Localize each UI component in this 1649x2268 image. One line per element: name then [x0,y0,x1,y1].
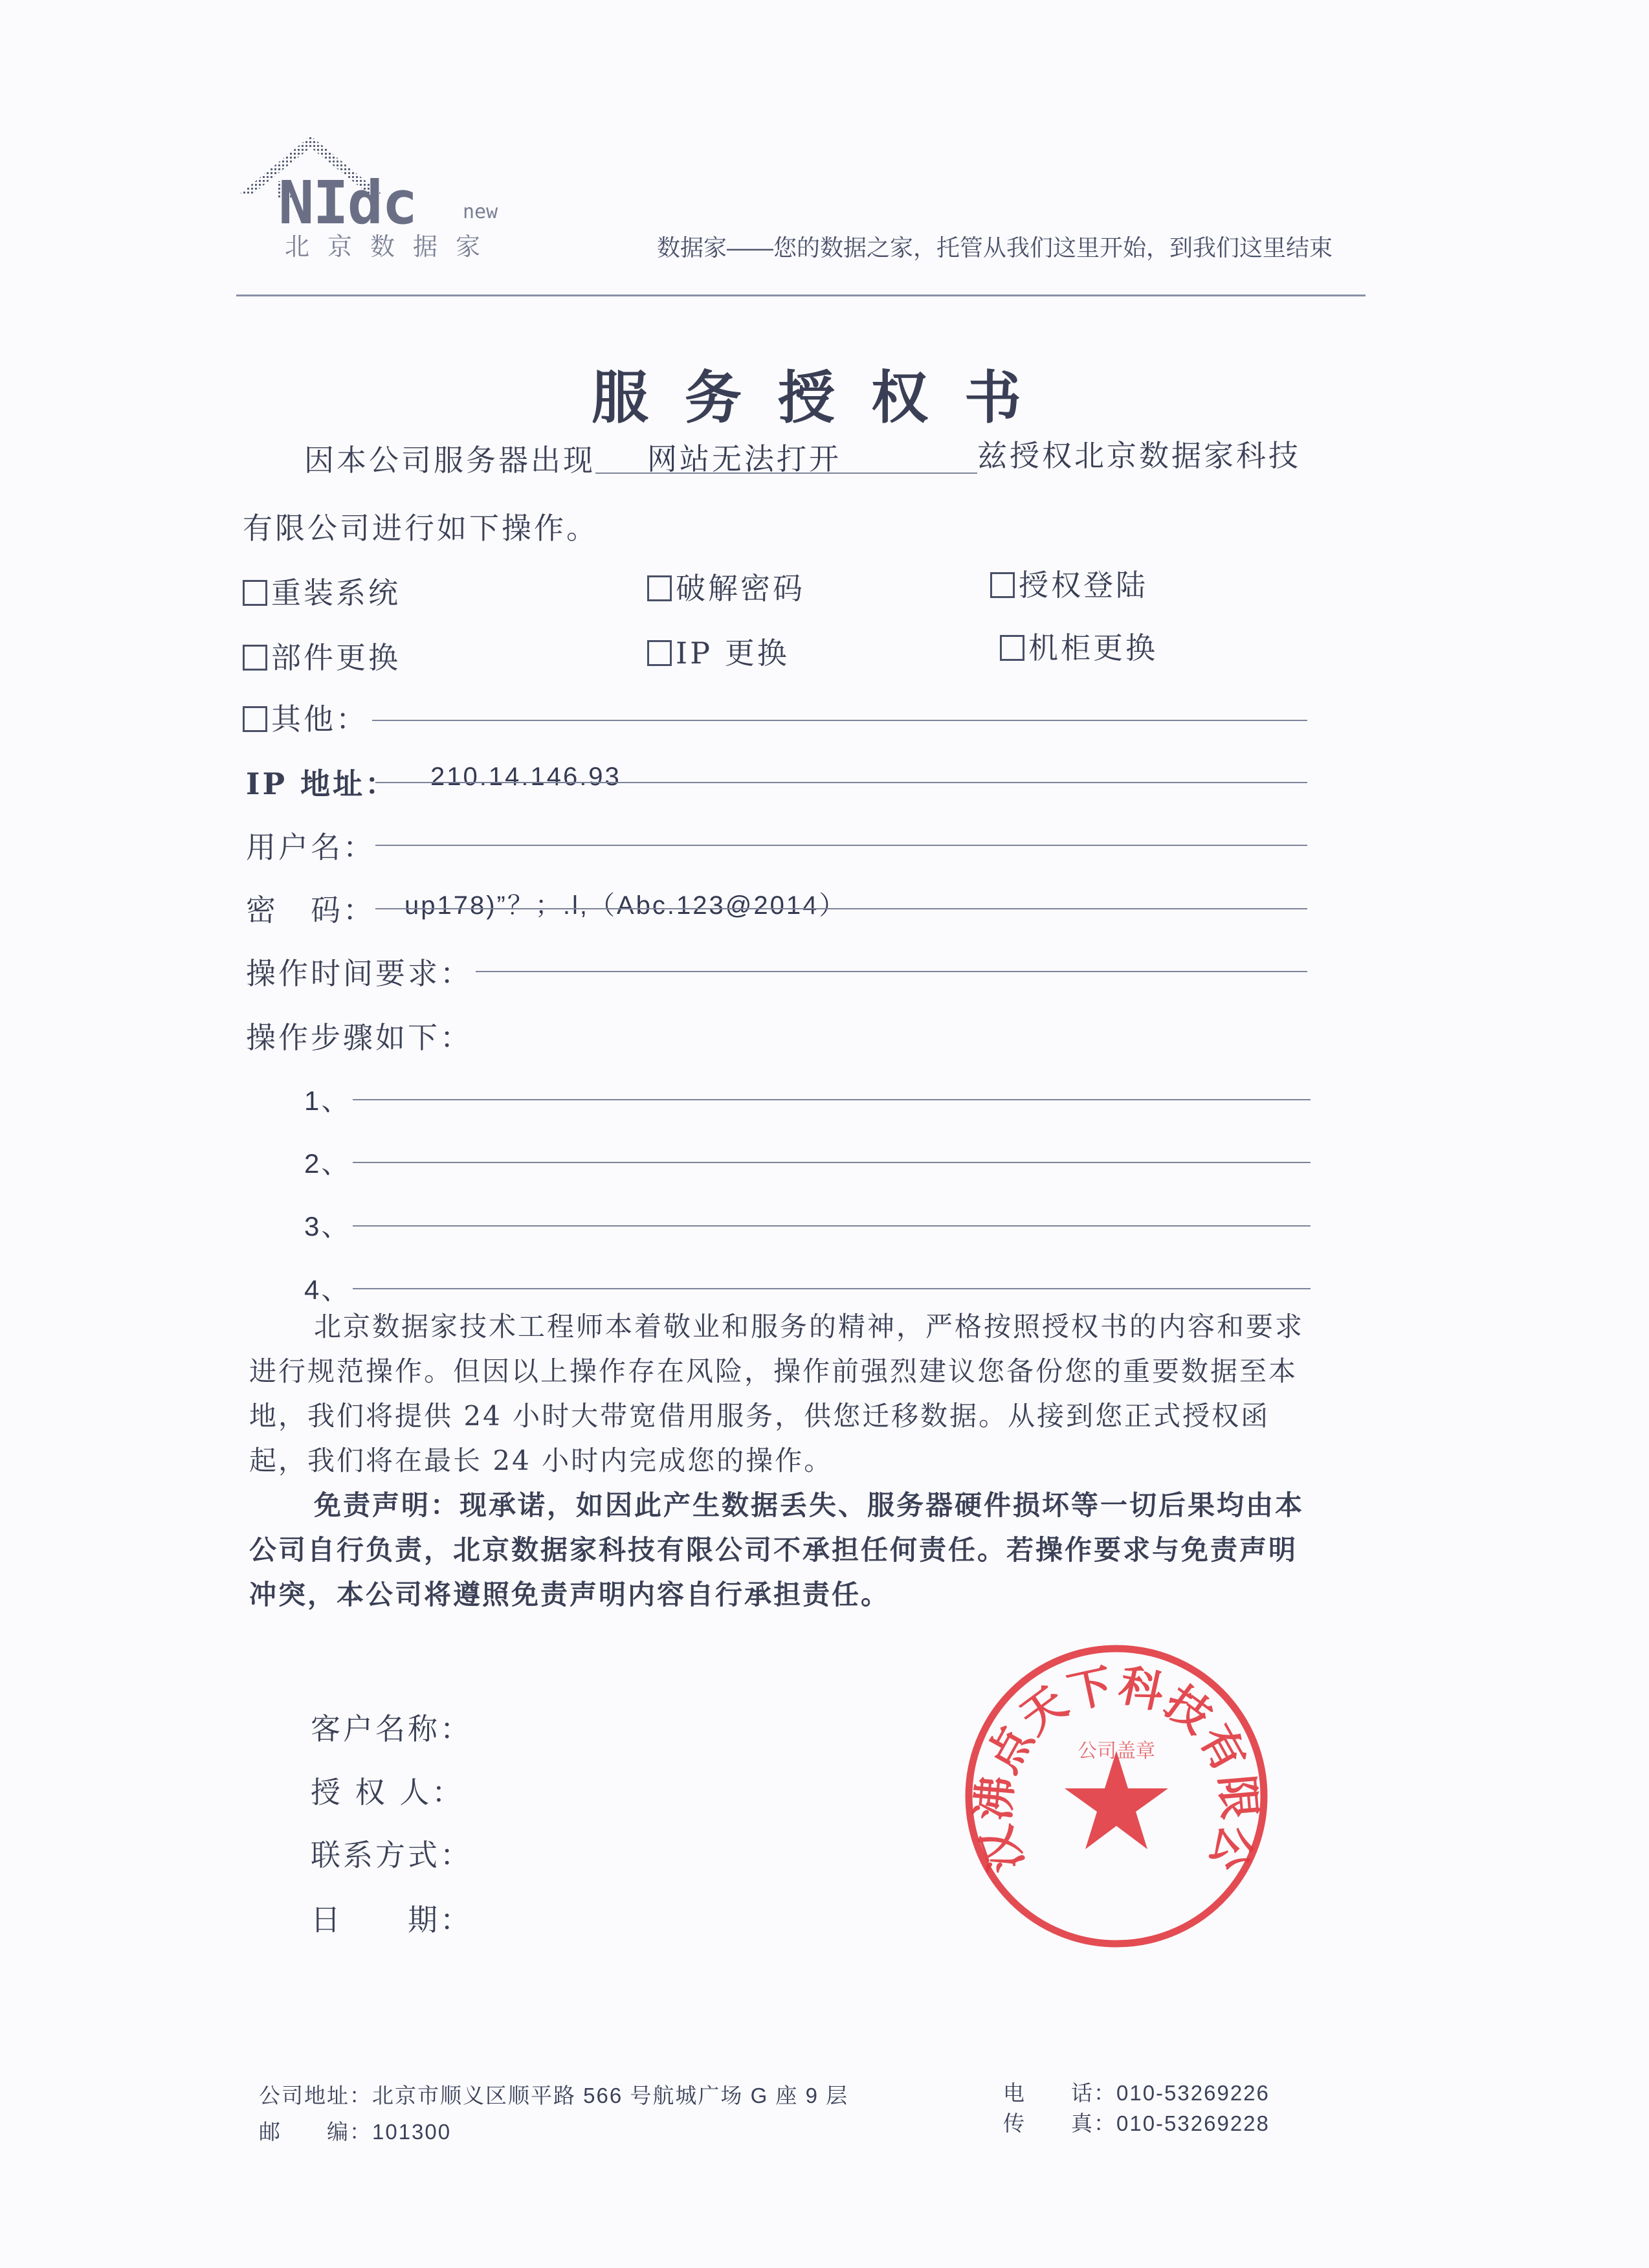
intro-issue: 网站无法打开 [647,441,841,476]
intro-line2: 有限公司进行如下操作。 [243,511,599,546]
phone-value: 010-53269226 [1116,2081,1270,2105]
fax-label: 传 真： [1003,2111,1116,2135]
checkbox-icon[interactable] [647,640,672,666]
logo-suffix: new [463,201,498,223]
svg-text:公司盖章: 公司盖章 [1078,1740,1155,1762]
step-number: 2、 [304,1148,351,1179]
option-authorize-login[interactable] [990,562,1148,605]
header-divider [236,295,1366,296]
checkbox-icon[interactable] [990,572,1015,598]
checkbox-icon[interactable] [243,645,267,671]
password-underline[interactable] [375,908,1307,909]
option-label: 其他： [271,702,368,737]
ip-underline[interactable] [375,782,1307,783]
checkbox-icon[interactable] [1000,635,1024,661]
option-other[interactable] [243,696,368,739]
option-label: 重装系统 [271,575,401,610]
option-label: 授权登陆 [1019,568,1148,603]
password-label: 密 码： [246,893,375,928]
step-number: 1、 [304,1085,351,1116]
date-label: 日 期： [311,1902,472,1937]
logo-text: NIdc [278,168,417,238]
option-label: IP 更换 [676,636,790,671]
address-value: 北京市顺义区顺平路 566 号航城广场 G 座 9 层 [372,2084,849,2107]
address-label: 公司地址： [259,2084,372,2107]
authorizer-label: 授 权 人： [311,1775,465,1810]
postcode-value: 101300 [372,2120,452,2144]
option-replace-parts[interactable] [243,634,401,677]
step-underline[interactable] [353,1288,1311,1289]
option-label: 部件更换 [271,640,401,675]
password-value: up178)”？；.l,（Abc.123@2014） [404,891,847,920]
phone-label: 电 话： [1003,2081,1116,2105]
option-label: 机柜更换 [1028,630,1158,665]
customer-name-label: 客户名称： [311,1711,472,1746]
contact-label: 联系方式： [311,1838,472,1873]
step-number: 4、 [304,1274,351,1305]
step-underline[interactable] [353,1225,1311,1227]
footer-phone [1003,2076,1270,2107]
footer-fax [1003,2107,1270,2137]
steps-label: 操作步骤如下： [246,1020,472,1055]
company-stamp [955,1634,1278,1958]
intro-prefix: 因本公司服务器出现 [304,443,595,478]
username-underline[interactable] [375,845,1307,846]
header-slogan: 数据家——您的数据之家，托管从我们这里开始，到我们这里结束 [657,234,1333,261]
postcode-label: 邮 编： [259,2120,372,2144]
step-number: 3、 [304,1211,351,1241]
intro-issue-underline [595,472,977,474]
option-label: 破解密码 [676,571,805,606]
page-title: 服务授权书 [591,364,1057,431]
logo-subtitle: 北京数据家 [285,232,499,261]
checkbox-icon[interactable] [243,580,267,606]
time-underline[interactable] [476,971,1307,972]
time-label: 操作时间要求： [246,956,472,991]
option-replace-ip[interactable] [647,630,790,673]
step-underline[interactable] [353,1162,1311,1163]
checkbox-icon[interactable] [243,706,267,732]
ip-value: 210.14.146.93 [430,762,621,791]
footer-address [259,2079,848,2109]
checkbox-icon[interactable] [647,575,672,601]
option-crack-password[interactable] [647,565,805,608]
other-underline[interactable] [372,720,1307,721]
footer-postcode [259,2115,451,2146]
svg-text:武汉沸点天下科技有限公司: 汉沸点天下科技有限公 [968,1660,1265,1879]
intro-suffix: 兹授权北京数据家科技 [977,438,1301,473]
notice-block [249,1304,1323,1617]
option-reinstall-system[interactable] [243,570,401,612]
username-label: 用户名： [246,830,375,865]
disclaimer-paragraph: 免责声明：现承诺，如因此产生数据丢失、服务器硬件损坏等一切后果均由本公司自行负责，北京数据家科技有限公司不承担任何责任。若操作要求与免责声明冲突，本公司将遵照免责声明内容自行承担责任。 [249,1489,1305,1610]
fax-value: 010-53269228 [1116,2111,1270,2135]
step-underline[interactable] [353,1099,1311,1100]
option-replace-cabinet[interactable] [1000,625,1158,667]
ip-label: IP 地址： [246,766,398,801]
stamp-seal-icon [955,1634,1278,1958]
company-logo [239,129,537,259]
notice-paragraph: 北京数据家技术工程师本着敬业和服务的精神，严格按照授权书的内容和要求进行规范操作。但因以上操作存在风险，操作前强烈建议您备份您的重要数据至本地，我们将提供 24 小时大带宽借用服务，供您迁移数据。从接到您正式授权函起，我们将在最长 24 小时内完成您的操作。 [249,1311,1305,1476]
